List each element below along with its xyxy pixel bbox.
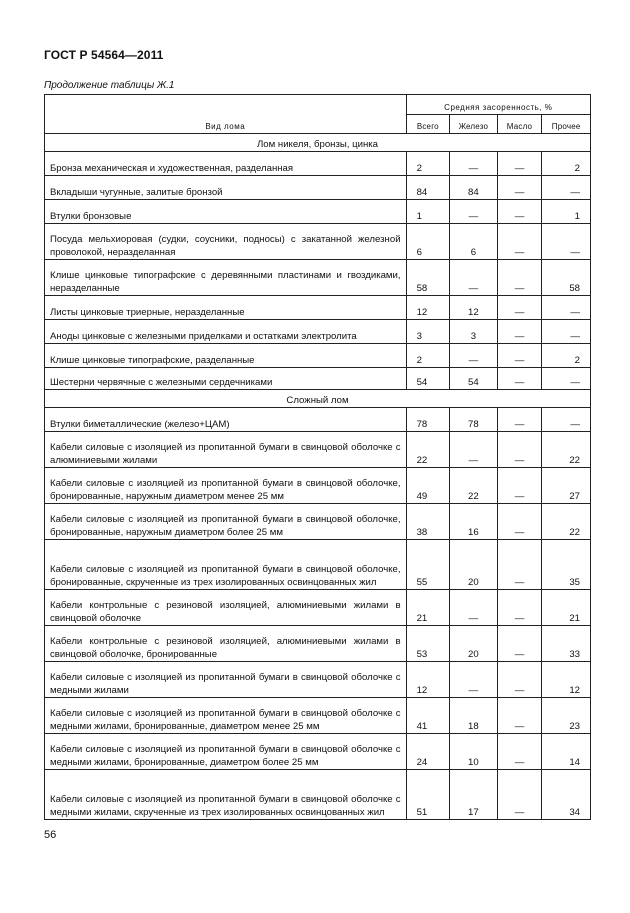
column-header-scrap-type: Вид лома — [45, 95, 407, 134]
oil-cell: — — [497, 590, 542, 626]
total-cell: 2 — [406, 152, 450, 176]
scrap-type-cell: Кабели силовые с изоляцией из пропитанной бумаги в свинцовой оболочке с медными жилами — [45, 662, 407, 698]
oil-cell: — — [497, 260, 542, 296]
iron-cell: 20 — [450, 626, 498, 662]
column-header-total: Всего — [406, 114, 450, 134]
section-row — [45, 134, 591, 152]
column-header-oil: Масло — [497, 114, 542, 134]
oil-cell: — — [497, 296, 542, 320]
table-row — [45, 260, 591, 296]
scrap-type-cell: Кабели силовые с изоляцией из пропитанной бумаги в свинцовой оболочке с алюминиевыми жилами — [45, 432, 407, 468]
section-title: Сложный лом — [45, 390, 591, 408]
scrap-type-cell: Листы цинковые триерные, неразделанные — [45, 296, 407, 320]
iron-cell: 16 — [450, 504, 498, 540]
table-body — [45, 134, 591, 820]
oil-cell: — — [497, 698, 542, 734]
oil-cell: — — [497, 224, 542, 260]
total-cell: 3 — [406, 320, 450, 344]
column-group-header: Средняя засоренность, % — [406, 95, 590, 115]
other-cell: 27 — [542, 468, 591, 504]
table-row — [45, 200, 591, 224]
other-cell: 58 — [542, 260, 591, 296]
page-number: 56 — [44, 829, 57, 841]
other-cell: 34 — [542, 770, 591, 820]
total-cell: 58 — [406, 260, 450, 296]
table-row — [45, 320, 591, 344]
scrap-type-cell: Аноды цинковые с железными приделками и остатками электролита — [45, 320, 407, 344]
scrap-type-cell: Кабели силовые с изоляцией из пропитанной бумаги в свинцовой оболочке с медными жилами, бронированные, диаметром более 25 мм — [45, 734, 407, 770]
total-cell: 84 — [406, 176, 450, 200]
scrap-type-cell: Кабели контрольные с резиновой изоляцией, алюминиевыми жилами в свинцовой оболочке — [45, 590, 407, 626]
scrap-type-cell: Клише цинковые типографские с деревянными пластинами и гвоздиками, неразделанные — [45, 260, 407, 296]
total-cell: 41 — [406, 698, 450, 734]
other-cell: 2 — [542, 344, 591, 368]
other-cell: 1 — [542, 200, 591, 224]
oil-cell: — — [497, 468, 542, 504]
scrap-type-cell: Кабели силовые с изоляцией из пропитанной бумаги в свинцовой оболочке с медными жилами, скрученные из трех изолированных освинцованных жил — [45, 770, 407, 820]
scrap-type-cell: Кабели контрольные с резиновой изоляцией, алюминиевыми жилами в свинцовой оболочке, бронированные — [45, 626, 407, 662]
iron-cell: — — [450, 662, 498, 698]
table-row — [45, 152, 591, 176]
iron-cell: 3 — [450, 320, 498, 344]
total-cell: 12 — [406, 296, 450, 320]
table-row — [45, 504, 591, 540]
oil-cell: — — [497, 432, 542, 468]
iron-cell: 78 — [450, 408, 498, 432]
other-cell: — — [542, 320, 591, 344]
document-header: ГОСТ Р 54564—2011 — [44, 48, 164, 62]
other-cell: 23 — [542, 698, 591, 734]
other-cell: 35 — [542, 540, 591, 590]
other-cell: — — [542, 408, 591, 432]
scrap-type-cell: Кабели силовые с изоляцией из пропитанной бумаги в свинцовой оболочке, бронированные, скрученные из трех изолированных освинцованных жил — [45, 540, 407, 590]
oil-cell: — — [497, 152, 542, 176]
other-cell: 2 — [542, 152, 591, 176]
oil-cell: — — [497, 734, 542, 770]
iron-cell: — — [450, 260, 498, 296]
other-cell: — — [542, 224, 591, 260]
other-cell: 21 — [542, 590, 591, 626]
other-cell: — — [542, 176, 591, 200]
table-row — [45, 540, 591, 590]
other-cell: 33 — [542, 626, 591, 662]
scrap-type-cell: Кабели силовые с изоляцией из пропитанной бумаги в свинцовой оболочке, бронированные, наружным диаметром более 25 мм — [45, 504, 407, 540]
oil-cell: — — [497, 200, 542, 224]
table-row — [45, 662, 591, 698]
oil-cell: — — [497, 662, 542, 698]
oil-cell: — — [497, 504, 542, 540]
other-cell: — — [542, 368, 591, 390]
other-cell: 12 — [542, 662, 591, 698]
oil-cell: — — [497, 408, 542, 432]
iron-cell: 84 — [450, 176, 498, 200]
table-caption: Продолжение таблицы Ж.1 — [44, 80, 175, 91]
scrap-type-cell: Бронза механическая и художественная, разделанная — [45, 152, 407, 176]
total-cell: 55 — [406, 540, 450, 590]
scrap-type-cell: Клише цинковые типографские, разделанные — [45, 344, 407, 368]
table-row — [45, 626, 591, 662]
scrap-type-cell: Кабели силовые с изоляцией из пропитанной бумаги в свинцовой оболочке, бронированные, наружным диаметром менее 25 мм — [45, 468, 407, 504]
iron-cell: 20 — [450, 540, 498, 590]
table-row — [45, 770, 591, 820]
table-row — [45, 368, 591, 390]
section-title: Лом никеля, бронзы, цинка — [45, 134, 591, 152]
scrap-type-cell: Кабели силовые с изоляцией из пропитанной бумаги в свинцовой оболочке с медными жилами, бронированные, диаметром менее 25 мм — [45, 698, 407, 734]
scrap-type-cell: Втулки биметаллические (железо+ЦАМ) — [45, 408, 407, 432]
table-row — [45, 408, 591, 432]
total-cell: 21 — [406, 590, 450, 626]
table-row — [45, 698, 591, 734]
scrap-type-cell: Втулки бронзовые — [45, 200, 407, 224]
table-row — [45, 432, 591, 468]
total-cell: 12 — [406, 662, 450, 698]
iron-cell: — — [450, 432, 498, 468]
scrap-type-cell: Вкладыши чугунные, залитые бронзой — [45, 176, 407, 200]
scrap-type-cell: Шестерни червячные с железными сердечниками — [45, 368, 407, 390]
oil-cell: — — [497, 176, 542, 200]
column-header-iron: Железо — [450, 114, 498, 134]
other-cell: 22 — [542, 504, 591, 540]
total-cell: 1 — [406, 200, 450, 224]
oil-cell: — — [497, 320, 542, 344]
total-cell: 53 — [406, 626, 450, 662]
oil-cell: — — [497, 368, 542, 390]
iron-cell: — — [450, 344, 498, 368]
total-cell: 78 — [406, 408, 450, 432]
table-row — [45, 468, 591, 504]
table-row — [45, 590, 591, 626]
table-row — [45, 176, 591, 200]
oil-cell: — — [497, 770, 542, 820]
iron-cell: 18 — [450, 698, 498, 734]
other-cell: — — [542, 296, 591, 320]
other-cell: 14 — [542, 734, 591, 770]
iron-cell: — — [450, 590, 498, 626]
section-row — [45, 390, 591, 408]
total-cell: 54 — [406, 368, 450, 390]
iron-cell: 6 — [450, 224, 498, 260]
oil-cell: — — [497, 344, 542, 368]
iron-cell: 22 — [450, 468, 498, 504]
total-cell: 6 — [406, 224, 450, 260]
column-header-other: Прочее — [542, 114, 591, 134]
iron-cell: 54 — [450, 368, 498, 390]
table-row — [45, 734, 591, 770]
total-cell: 2 — [406, 344, 450, 368]
other-cell: 22 — [542, 432, 591, 468]
iron-cell: — — [450, 152, 498, 176]
scrap-type-cell: Посуда мельхиоровая (судки, соусники, подносы) с закатанной железной проволокой, неразделанная — [45, 224, 407, 260]
total-cell: 24 — [406, 734, 450, 770]
total-cell: 38 — [406, 504, 450, 540]
total-cell: 49 — [406, 468, 450, 504]
table-row — [45, 296, 591, 320]
iron-cell: 12 — [450, 296, 498, 320]
table-row — [45, 224, 591, 260]
iron-cell: 10 — [450, 734, 498, 770]
scrap-contamination-table — [44, 94, 591, 820]
table-header — [45, 95, 591, 134]
iron-cell: 17 — [450, 770, 498, 820]
table-row — [45, 344, 591, 368]
oil-cell: — — [497, 540, 542, 590]
oil-cell: — — [497, 626, 542, 662]
iron-cell: — — [450, 200, 498, 224]
total-cell: 22 — [406, 432, 450, 468]
total-cell: 51 — [406, 770, 450, 820]
